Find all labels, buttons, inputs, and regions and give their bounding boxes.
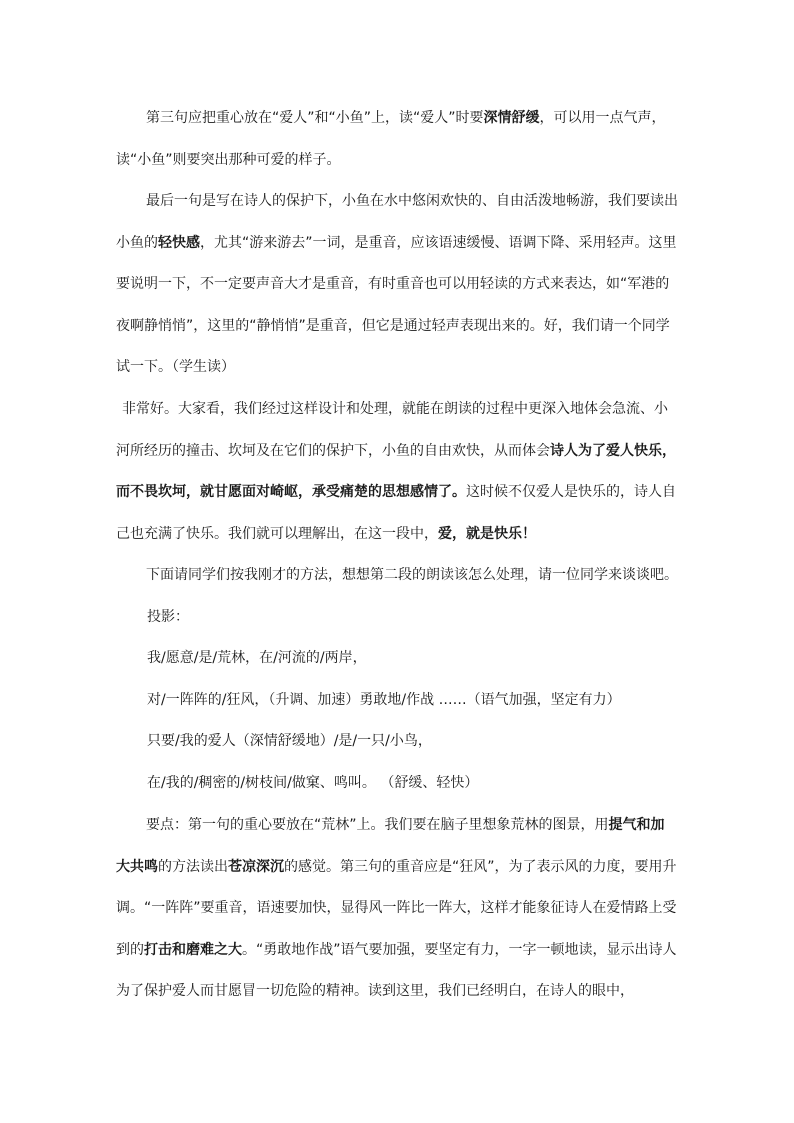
emphasized-text: 提气和加大共鸣 (116, 817, 665, 875)
paragraph-text: 非常好。大家看，我们经过这样设计和处理，就能在朗读的过程中更深入地体会急流、小河所经历的撞击、坎坷及在它们的保护下，小鱼的自由欢快，从而体会 (116, 401, 668, 459)
paragraph-text: 的方法读出 (158, 858, 228, 875)
paragraph-last-line-analysis (116, 181, 678, 389)
paragraph-text: ，可以用一点气声，读“小鱼”则要突出那种可爱的样子。 (116, 110, 666, 168)
poem-line: 只要/我的爱人（深情舒缓地）/是/一只/小鸟， (147, 733, 432, 749)
emphasized-text: 打击和磨难之大 (144, 941, 242, 958)
paragraph-text: 这时候不仅爱人是快乐的，诗人自己也充满了快乐。我们就可以理解出，在这一段中， (116, 484, 676, 542)
paragraph-text: 要点：第一句的重心要放在“荒林”上。我们要在脑子里想象荒林的图景，用 (146, 817, 609, 833)
paragraph-stress-third-line (116, 98, 678, 181)
emphasized-text: 深情舒缓 (483, 110, 540, 126)
paragraph-key-points (116, 805, 678, 1013)
emphasized-text: 爱，就是快乐！ (438, 525, 536, 542)
projection-label: 投影： (147, 609, 189, 625)
paragraph-text: 下面请同学们按我刚才的方法，想想第二段的朗读该怎么处理，请一位同学来谈谈吧。 (146, 567, 678, 583)
paragraph-text: ，尤其“游来游去”一词，是重音，应该语速缓慢、语调下降、采用轻声。这里要说明一下，不一定要声音大才是重音，有时重音也可以用轻读的方式来表达，如“军港的夜啊静悄悄”，这里的“静悄悄”是重音，但它是通过轻声表现出来的。好，我们请一个同学试一下。（学生读） (116, 234, 677, 376)
emphasized-text: 诗人为了爱人快乐，而不畏坎坷，就甘愿面对崎岖，承受痛楚的思想感情了。 (116, 442, 676, 501)
emphasized-text: 轻快感 (158, 234, 200, 251)
paragraph-summary-love-is-joy (116, 389, 678, 555)
poem-line: 在/我的/稠密的/树枝间/做窠、鸣叫。 （舒缓、轻快） (147, 775, 479, 791)
paragraph-second-stanza-prompt (116, 555, 678, 597)
poem-line: 我/愿意/是/荒林，在/河流的/两岸， (147, 650, 367, 666)
paragraph-text: 第三句应把重心放在“爱人”和“小鱼”上，读“爱人”时要 (146, 110, 484, 126)
paragraph-text: 的感觉。第三句的重音应是“狂风”，为了表示风的力度，要用升调。“一阵阵”要重音，语速要加快，显得风一阵比一阵大，这样才能象征诗人在爱情路上受到的 (116, 858, 677, 958)
emphasized-text: 苍凉深沉 (228, 858, 284, 875)
paragraph-text: 。“勇敢地作战”语气要加强，要坚定有力，一字一顿地读，显示出诗人为了保护爱人而甘愿冒一切危险的精神。读到这里，我们已经明白，在诗人的眼中， (116, 941, 677, 1000)
poem-line: 对/一阵阵的/狂风，（升调、加速）勇敢地/作战 ……（语气加强，坚定有力） (147, 692, 621, 708)
paragraph-text: 最后一句是写在诗人的保护下，小鱼在水中悠闲欢快的、自由活泼地畅游，我们要读出小鱼的 (116, 193, 678, 251)
